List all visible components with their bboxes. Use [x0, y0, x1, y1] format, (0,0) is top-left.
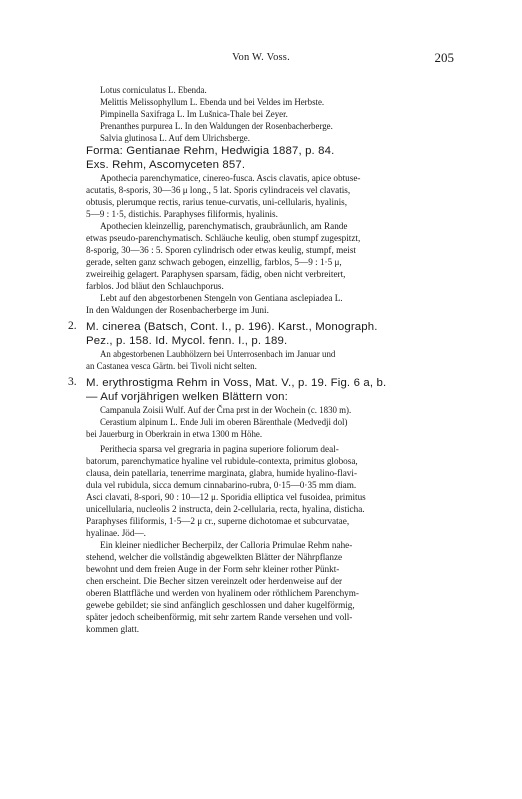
text-line: An abgestorbenen Laubhölzern bei Unterrosenbach im Januar und	[100, 349, 336, 359]
text-line: dula vel rubidula, sicca demum cinnabarino-rubra, 0·15—0·35 mm diam.	[86, 480, 357, 490]
forma-german-description	[86, 220, 454, 292]
text-line: farblos. Jod bläut den Schlauchporus.	[86, 281, 224, 291]
text-line: chen erscheint. Die Becher sitzen vereinzelt oder herdenweise auf der	[86, 576, 343, 586]
forma-heading	[86, 144, 454, 172]
heading-line: Exs. Rehm, Ascomyceten 857.	[86, 159, 246, 171]
text-line: bewohnt und dem freien Auge in der Form sehr kleiner rother Pünkt-	[86, 564, 340, 574]
forma-habitat	[86, 292, 454, 316]
heading-line: M. erythrostigma Rehm in Voss, Mat. V., p. 19. Fig. 6 a, b.	[86, 377, 387, 389]
text-line: Cerastium alpinum L. Ende Juli im oberen Bärenthale (Medvedji dol)	[100, 417, 348, 427]
text-line: kommen glatt.	[86, 624, 140, 634]
text-line: In den Waldungen der Rosenbacherberge im Juni.	[86, 305, 269, 315]
text-line: obtusis, plerumque rectis, rarius tenue-curvatis, uni-cellularis, hyalinis,	[86, 197, 348, 207]
text-line: Melittis Melissophyllum L. Ebenda und bei Veldes im Herbste.	[100, 97, 325, 107]
page-body	[68, 84, 454, 635]
running-head: Von W. Voss.	[232, 52, 290, 63]
text-line: Apothecia parenchymatice, cinereo-fusca. Ascis clavatis, apice obtuse-	[100, 173, 361, 183]
text-line: Asci clavati, 8-spori, 90 : 10—12 μ. Sporidia elliptica vel fusoidea, primitus	[86, 492, 366, 502]
text-line: Prenanthes purpurea L. In den Waldungen der Rosenbacherberge.	[100, 121, 333, 131]
species-entry-3	[68, 376, 454, 635]
text-line: Apothecien kleinzellig, parenchymatisch, graubräunlich, am Rande	[100, 221, 348, 231]
heading-line: — Auf vorjährigen welken Blättern von:	[86, 391, 288, 403]
text-line: 5—9 : 1·5, distichis. Paraphyses filiformis, hyalinis.	[86, 209, 278, 219]
entry-number: 3.	[68, 376, 77, 388]
text-line: zweireihig gelagert. Paraphysen sparsam, fädig, oben nicht verbreitert,	[86, 269, 346, 279]
text-line: später jedoch scheibenförmig, mit sehr zartem Rande versehen und voll-	[86, 612, 353, 622]
text-line: Pimpinella Saxifraga L. Im Lušnica-Thale bei Zeyer.	[100, 109, 288, 119]
text-line: Campanula Zoisii Wulf. Auf der Črna prst in der Wochein (c. 1830 m).	[100, 405, 352, 415]
heading-line: M. cinerea (Batsch, Cont. I., p. 196). Karst., Monograph.	[86, 321, 378, 333]
text-line: gerade, selten ganz schwach gebogen, einzellig, farblos, 5—9 : 1·5 μ,	[86, 257, 342, 267]
heading-line: Forma: Gentianae Rehm, Hedwigia 1887, p. 84.	[86, 145, 335, 157]
text-line: clausa, dein patellaria, tenerrime marginata, glabra, humide hyalino-flavi-	[86, 468, 358, 478]
text-line: bei Jauerburg in Oberkrain in etwa 1300 m Höhe.	[86, 429, 263, 439]
page-header	[0, 52, 522, 68]
text-line: gewebe gebildet; sie sind anfänglich geschlossen und daher kugelförmig,	[86, 600, 355, 610]
text-line: an Castanea vesca Gärtn. bei Tivoli nicht selten.	[86, 361, 257, 371]
text-line: oberen Blattfläche und werden von hyalinem oder röthlichem Parenchym-	[86, 588, 359, 598]
text-line: hyalinae. Jöd—.	[86, 528, 146, 538]
text-line: unicellularia, nucleolis 2 instructa, dein 2-cellularia, recta, hyalina, disticha.	[86, 504, 365, 514]
text-line: Paraphyses filiformis, 1·5—2 μ cr., superne dichotomae et subcurvatae,	[86, 516, 350, 526]
text-line: Lotus corniculatus L. Ebenda.	[100, 85, 207, 95]
text-line: Ein kleiner niedlicher Becherpilz, der Calloria Primulae Rehm nahe-	[100, 540, 353, 550]
heading-line: Pez., p. 158. Id. Mycol. fenn. I., p. 189.	[86, 335, 288, 347]
text-line: Salvia glutinosa L. Auf dem Ulrichsberge.	[100, 133, 250, 143]
text-line: 8-sporig, 30—36 : 5. Sporen cylindrisch oder etwas keulig, stumpf, meist	[86, 245, 356, 255]
page-number: 205	[434, 50, 454, 65]
forma-latin-description	[86, 172, 454, 220]
host-list-block	[86, 84, 454, 144]
text-line: Lebt auf den abgestorbenen Stengeln von Gentiana asclepiadea L.	[100, 293, 343, 303]
text-line: acutatis, 8-sporis, 30—36 μ long., 5 lat. Sporis cylindraceis vel clavatis,	[86, 185, 351, 195]
species-entry-2	[68, 320, 454, 372]
text-line: etwas pseudo-parenchymatisch. Schläuche keulig, oben stumpf zugespitzt,	[86, 233, 361, 243]
text-line: Perithecia sparsa vel gregraria in pagina superiore foliorum deal-	[100, 444, 339, 454]
entry-number: 2.	[68, 320, 77, 332]
text-line: stehend, welcher die vollständig abgewelkten Blätter der Nährpflanze	[86, 552, 343, 562]
text-line: batorum, parenchymatice hyaline vel rubidule-contexta, primitus globosa,	[86, 456, 358, 466]
